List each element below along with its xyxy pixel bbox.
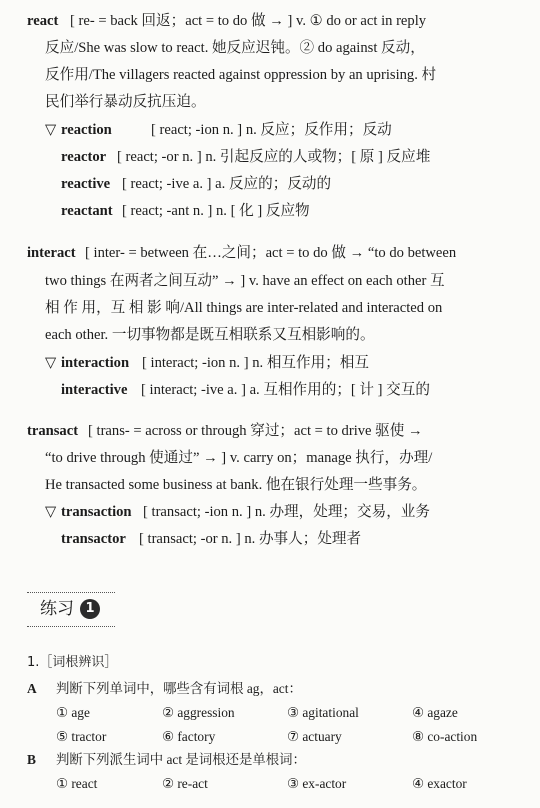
exercise-item-heading: 1.［词根辨识］: [27, 655, 118, 670]
derivative-word: interactive: [61, 382, 128, 398]
derivative-word: reaction: [61, 122, 112, 138]
derivative-definition: [ interact; -ive a. ] a. 互相作用的；[ 计 ] 交互的: [141, 382, 430, 398]
option: ⑦ actuary: [287, 729, 342, 744]
option: ① react: [56, 776, 98, 791]
option: ⑥ factory: [162, 729, 216, 744]
option: ④ exactor: [412, 776, 467, 791]
derivative-word: interaction: [61, 355, 130, 371]
definition-line: 反作用/The villagers reacted against oppression by an uprising. 村: [45, 67, 437, 83]
option: ② re-act: [162, 776, 208, 791]
headword-interact: interact: [27, 245, 76, 261]
definition-line: “to drive through 使通过” → ] v. carry on；manage 执行，办理/: [45, 450, 433, 466]
definition-line: [ inter- = between 在…之间；act = to do 做 → “to do between: [85, 245, 457, 261]
exercise-title: 练习: [40, 599, 74, 619]
definition-line: two things 在两者之间互动” → ] v. have an effect on each other 互: [45, 273, 445, 289]
derivative-definition: [ react; -ion n. ] n. 反应；反作用；反动: [151, 122, 392, 138]
derivative-word: reactant: [61, 203, 113, 219]
section-divider-bottom: [27, 626, 115, 627]
section-divider-top: [27, 592, 115, 593]
derivative-word: transactor: [61, 531, 126, 547]
definition-line: 民们举行暴动反抗压迫。: [45, 94, 206, 110]
part-prompt: 判断下列单词中，哪些含有词根 ag，act：: [56, 681, 302, 696]
exercise-number-badge: 1: [80, 599, 100, 619]
definition-line: He transacted some business at bank. 他在银行处理一些事务。: [45, 477, 427, 493]
definition-line: 相 作 用，互 相 影 响/All things are inter-related and interacted on: [45, 300, 443, 316]
derivative-word: transaction: [61, 504, 132, 520]
definition-line: 反应/She was slow to react. 她反应迟钝。② do against 反动，: [45, 40, 425, 56]
derivative-definition: [ transact; -ion n. ] n. 办理，处理；交易，业务: [143, 504, 430, 520]
headword-transact: transact: [27, 423, 79, 439]
derivative-definition: [ react; -or n. ] n. 引起反应的人或物；[ 原 ] 反应堆: [117, 149, 431, 165]
option: ① age: [56, 705, 90, 720]
derivative-word: reactive: [61, 176, 111, 192]
option: ④ agaze: [412, 705, 458, 720]
headword-react: react: [27, 13, 59, 29]
part-prompt: 判断下列派生词中 act 是词根还是单根词：: [56, 752, 306, 767]
derivative-word: reactor: [61, 149, 107, 165]
option: ② aggression: [162, 705, 235, 720]
derivative-marker: ▽: [45, 504, 57, 520]
derivative-definition: [ react; -ive a. ] a. 反应的；反动的: [122, 176, 332, 192]
derivative-definition: [ interact; -ion n. ] n. 相互作用；相互: [142, 355, 369, 371]
definition-line: each other. 一切事物都是既互相联系又互相影响的。: [45, 327, 375, 343]
derivative-definition: [ transact; -or n. ] n. 办事人；处理者: [139, 531, 362, 547]
part-label: B: [27, 752, 36, 767]
option: ③ agitational: [287, 705, 359, 720]
derivative-marker: ▽: [45, 122, 57, 138]
derivative-marker: ▽: [45, 355, 57, 371]
exercise-heading: [40, 596, 100, 622]
definition-line: [ re- = back 回返；act = to do 做 → ] v. ① do or act in reply: [70, 13, 427, 29]
option: ③ ex-actor: [287, 776, 347, 791]
definition-line: [ trans- = across or through 穿过；act = to drive 驱使 →: [88, 423, 423, 439]
derivative-definition: [ react; -ant n. ] n. [ 化 ] 反应物: [122, 203, 310, 219]
option: ⑤ tractor: [56, 729, 107, 744]
option: ⑧ co-action: [412, 729, 478, 744]
part-label: A: [27, 681, 37, 696]
